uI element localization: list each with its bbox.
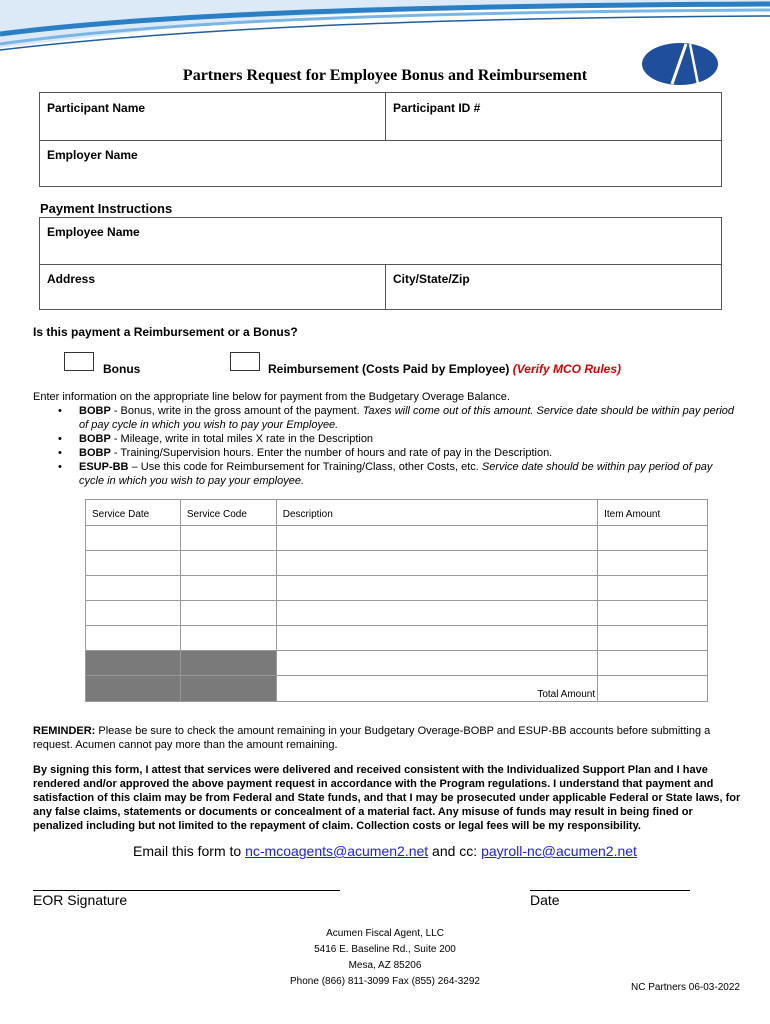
reminder-label: REMINDER:	[33, 725, 96, 737]
instructions-list	[33, 404, 738, 488]
date-label: Date	[530, 892, 560, 908]
service-date-cell[interactable]	[86, 551, 181, 576]
header-service-code: Service Code	[180, 500, 276, 526]
header-service-date: Service Date	[86, 500, 181, 526]
total-amount-cell[interactable]	[598, 676, 708, 702]
company-name: Acumen Fiscal Agent, LLC	[326, 928, 444, 939]
payment-box	[39, 217, 722, 310]
shaded-cell	[86, 651, 181, 676]
shaded-cell	[86, 676, 181, 702]
description-cell[interactable]	[276, 626, 597, 651]
table-row	[86, 576, 708, 601]
employee-name-label: Employee Name	[47, 225, 140, 239]
service-code-cell[interactable]	[180, 576, 276, 601]
reimbursement-label-row	[268, 362, 621, 376]
instructions	[33, 390, 738, 488]
city-state-zip-field[interactable]	[386, 265, 721, 309]
reminder-text: REMINDER: Please be sure to check the amount remaining in your Budgetary Overage-BOBP and ESUP-BB accounts before submitting a request. Acumen cannot pay more than the amount remaining.	[33, 725, 711, 751]
company-street: 5416 E. Baseline Rd., Suite 200	[314, 944, 456, 955]
company-phone: Phone (866) 811-3099 Fax (855) 264-3292	[290, 976, 480, 987]
payment-instructions-heading: Payment Instructions	[40, 201, 173, 216]
participant-id-field[interactable]	[386, 93, 721, 141]
instruction-item: • ESUP-BB – Use this code for Reimbursement for Training/Class, other Costs, etc. Service date should be within pay period of pay cycle in which you wish to pay your employee.	[79, 460, 738, 488]
city-state-zip-label: City/State/Zip	[393, 272, 470, 286]
shaded-cell	[180, 676, 276, 702]
service-date-cell[interactable]	[86, 576, 181, 601]
table-row	[86, 526, 708, 551]
bonus-label: Bonus	[103, 362, 141, 376]
form-version: NC Partners 06-03-2022	[631, 982, 740, 993]
table-header-row	[86, 500, 708, 526]
participant-box	[39, 92, 722, 187]
header-item-amount: Item Amount	[598, 500, 708, 526]
employer-name-field[interactable]	[40, 141, 721, 186]
address-field[interactable]	[40, 265, 386, 309]
payment-type-question: Is this payment a Reimbursement or a Bonus?	[33, 325, 298, 339]
participant-name-field[interactable]	[40, 93, 386, 141]
shaded-cell	[180, 651, 276, 676]
instruction-item: • BOBP - Mileage, write in total miles X rate in the Description	[79, 432, 738, 446]
company-city: Mesa, AZ 85206	[348, 960, 422, 971]
instruction-item: • BOBP - Training/Supervision hours. Enter the number of hours and rate of pay in the Description.	[79, 446, 738, 460]
company-address	[0, 926, 770, 990]
item-amount-cell[interactable]	[598, 651, 708, 676]
service-code-cell[interactable]	[180, 601, 276, 626]
address-label: Address	[47, 272, 96, 286]
table-row	[86, 651, 708, 676]
service-date-cell[interactable]	[86, 601, 181, 626]
email-instruction: Email this form to nc-mcoagents@acumen2.net and cc: payroll-nc@acumen2.net	[133, 843, 637, 859]
email-link-mcoagents[interactable]: nc-mcoagents@acumen2.net	[245, 843, 429, 859]
header-description: Description	[276, 500, 597, 526]
description-cell[interactable]	[276, 651, 597, 676]
service-date-cell[interactable]	[86, 626, 181, 651]
date-line[interactable]	[530, 890, 690, 891]
instruction-item: • BOBP - Bonus, write in the gross amount of the payment. Taxes will come out of this amount. Service date should be within pay period of pay cycle in which you wish to pay your Employee.	[79, 404, 738, 432]
description-cell[interactable]	[276, 551, 597, 576]
description-cell[interactable]	[276, 576, 597, 601]
reimbursement-checkbox[interactable]	[230, 352, 260, 371]
employer-name-label: Employer Name	[47, 148, 138, 162]
description-cell[interactable]	[276, 601, 597, 626]
item-amount-cell[interactable]	[598, 526, 708, 551]
item-amount-cell[interactable]	[598, 576, 708, 601]
service-code-cell[interactable]	[180, 626, 276, 651]
instructions-intro: Enter information on the appropriate line below for payment from the Budgetary Overage Balance.	[33, 391, 510, 403]
bonus-checkbox[interactable]	[64, 352, 94, 371]
service-code-cell[interactable]	[180, 551, 276, 576]
table-row	[86, 601, 708, 626]
reimbursement-label: Reimbursement (Costs Paid by Employee)	[268, 362, 510, 376]
service-code-cell[interactable]	[180, 526, 276, 551]
description-cell[interactable]	[276, 526, 597, 551]
item-amount-cell[interactable]	[598, 626, 708, 651]
item-amount-cell[interactable]	[598, 551, 708, 576]
participant-name-label: Participant Name	[47, 101, 146, 115]
table-row	[86, 626, 708, 651]
employee-name-field[interactable]	[40, 218, 721, 265]
service-date-cell[interactable]	[86, 526, 181, 551]
participant-id-label: Participant ID #	[393, 101, 481, 115]
items-table	[85, 499, 708, 702]
total-row	[86, 676, 708, 702]
eor-signature-label: EOR Signature	[33, 892, 128, 908]
item-amount-cell[interactable]	[598, 601, 708, 626]
verify-mco-note: (Verify MCO Rules)	[512, 362, 621, 376]
table-row	[86, 551, 708, 576]
total-amount-label: Total Amount	[276, 676, 597, 702]
attestation-text: By signing this form, I attest that services were delivered and received consistent with the Individualized Support Plan and I have rendered and/or approved the above payment request in accordance with the Program regulations. I understand that payment and satisfaction of this claim may be from Federal and State funds, and that I may be prosecuted under applicable Federal or State laws, for any false claims, statements or documents or concealment of a material fact. Any misuse of funds may result in being fined or penalized including but not limited to the repayment of claim. Collection costs or legal fees will be my responsibility.	[33, 764, 741, 832]
eor-signature-line[interactable]	[33, 890, 340, 891]
form-title: Partners Request for Employee Bonus and Reimbursement	[182, 67, 588, 84]
email-link-payroll[interactable]: payroll-nc@acumen2.net	[481, 843, 637, 859]
